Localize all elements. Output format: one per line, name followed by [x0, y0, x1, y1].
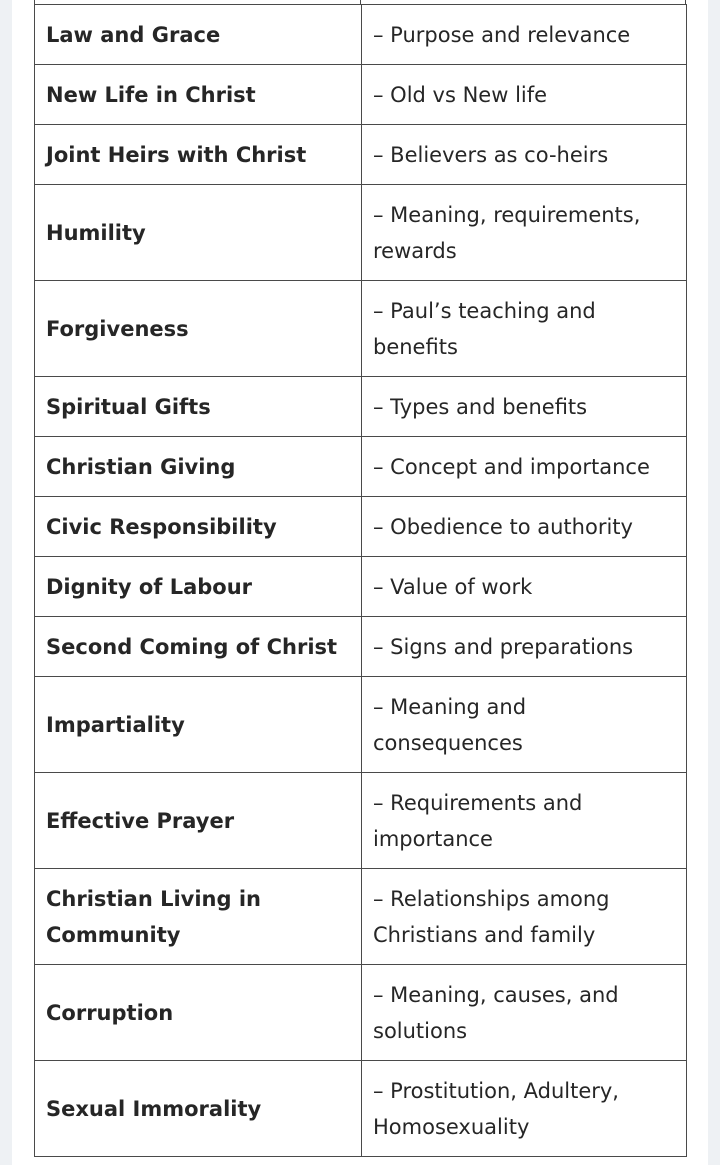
table-row [35, 5, 687, 65]
description-cell: – Requirements and importance [362, 773, 687, 869]
table-row [35, 437, 687, 497]
table-row [35, 377, 687, 437]
table-row [35, 65, 687, 125]
topic-cell: Corruption [35, 965, 362, 1061]
description-cell: – Prostitution, Adultery, Homosexuality [362, 1061, 687, 1157]
table-row [35, 869, 687, 965]
description-cell: – Meaning, causes, and solutions [362, 965, 687, 1061]
topics-table [34, 4, 687, 1157]
topic-cell: Effective Prayer [35, 773, 362, 869]
topic-cell: Sexual Immorality [35, 1061, 362, 1157]
description-cell: – Old vs New life [362, 65, 687, 125]
description-cell: – Paul’s teaching and benefits [362, 281, 687, 377]
topic-cell: Humility [35, 185, 362, 281]
description-cell: – Signs and preparations [362, 617, 687, 677]
description-cell: – Obedience to authority [362, 497, 687, 557]
table-row [35, 617, 687, 677]
description-cell: – Relationships among Christians and family [362, 869, 687, 965]
topic-cell: Joint Heirs with Christ [35, 125, 362, 185]
description-cell: – Value of work [362, 557, 687, 617]
topic-cell: Christian Living in Community [35, 869, 362, 965]
table-row [35, 185, 687, 281]
topic-cell: Forgiveness [35, 281, 362, 377]
table-row [35, 677, 687, 773]
table-row [35, 1061, 687, 1157]
table-row [35, 773, 687, 869]
topic-cell: Christian Giving [35, 437, 362, 497]
topic-cell: Spiritual Gifts [35, 377, 362, 437]
table-row [35, 557, 687, 617]
topic-cell: Dignity of Labour [35, 557, 362, 617]
description-cell: – Purpose and relevance [362, 5, 687, 65]
description-cell: – Believers as co-heirs [362, 125, 687, 185]
topic-cell: Law and Grace [35, 5, 362, 65]
description-cell: – Meaning and consequences [362, 677, 687, 773]
table-row [35, 965, 687, 1061]
topic-cell: Impartiality [35, 677, 362, 773]
table-row [35, 497, 687, 557]
description-cell: – Concept and importance [362, 437, 687, 497]
topics-table-body [35, 5, 687, 1157]
description-cell: – Meaning, requirements, rewards [362, 185, 687, 281]
table-row [35, 125, 687, 185]
description-cell: – Types and benefits [362, 377, 687, 437]
topic-cell: Second Coming of Christ [35, 617, 362, 677]
table-row [35, 281, 687, 377]
topic-cell: Civic Responsibility [35, 497, 362, 557]
topic-cell: New Life in Christ [35, 65, 362, 125]
